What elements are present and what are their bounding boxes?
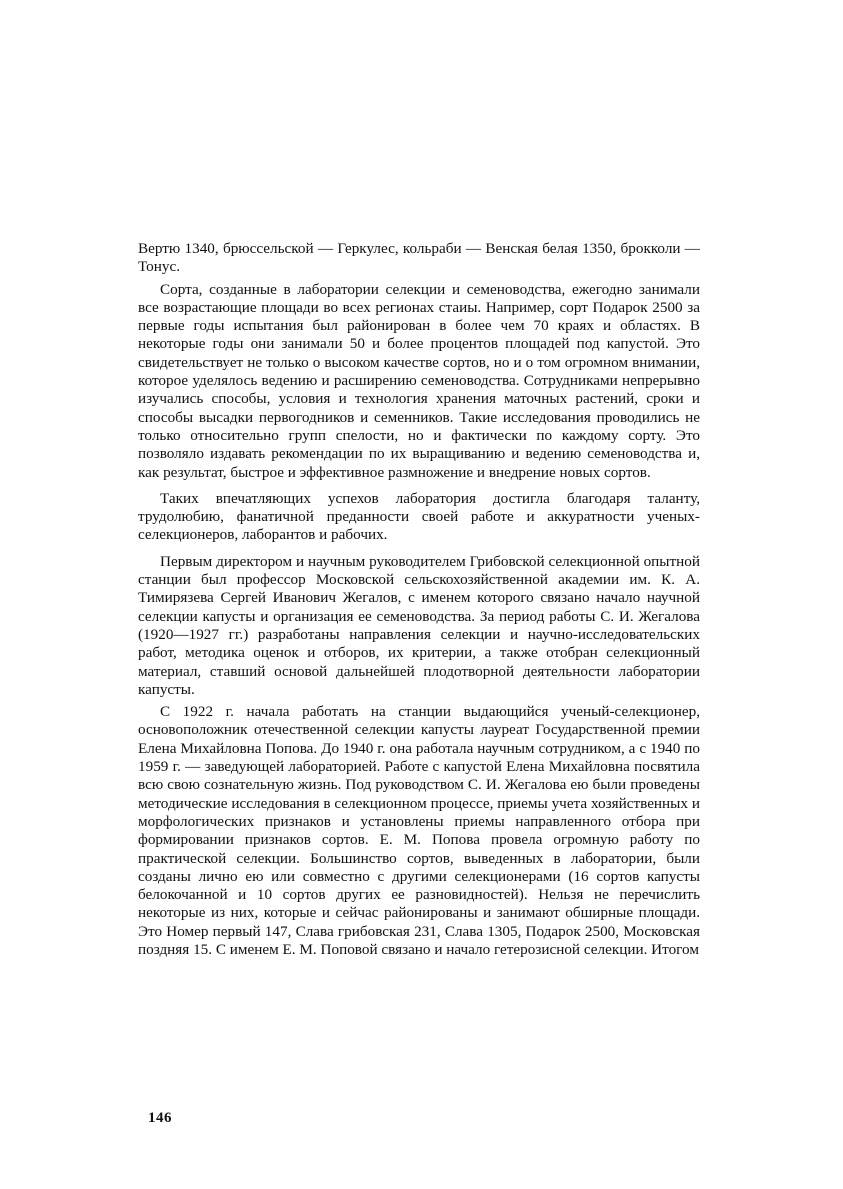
paragraph-popova: С 1922 г. начала работать на станции выдающийся ученый-селекционер, основоположник отечественной селекции капусты лауреат Государственной премии Елена Михайловна Попова. До 1940 г. она работала научным сотрудником, а с 1940 по 1959 г. — заведующей лабораторией. Работе с капустой Елена Михайловна посвятила всю свою сознательную жизнь. Под руководством С. И. Жегалова ею были проведены методические исследования в селекционном процессе, приемы учета хозяйственных и морфологических признаков и установлены приемы направленного отбора при формировании признаков сортов. Е. М. Попова провела огромную работу по практической селекции. Большинство сортов, выведенных в лаборатории, были созданы лично ею или совместно с другими селекционерами (16 сортов капусты белокочанной и 10 сортов других ее разновидностей). Нельзя не перечислить некоторые из них, которые и сейчас районированы и занимают обширные площади. Это Номер первый 147, Слава грибовская 231, Слава 1305, Подарок 2500, Московская поздняя 15. С именем Е. М. Поповой связано и начало гетерозисной селекции. Итогом xyxy=(138,703,700,958)
paragraph-continuation: Вертю 1340, брюссельской — Геркулес, кольраби — Венская белая 1350, брокколи — Тонус. xyxy=(138,240,700,276)
paragraph-first-director: Первым директором и научным руководителем Грибовской селекционной опытной станции был профессор Московской сельскохозяйственной академии им. К. А. Тимирязева Сергей Иванович Жегалов, с именем которого связано начало научной селекции капусты и организация ее семеноводства. За период работы С. И. Жегалова (1920—1927 гг.) разработаны направления селекции и научно-исследовательских работ, методика оценок и отборов, их критерии, а также отобран селекционный материал, ставший основой дальнейшей плодотворной деятельности лаборатории капусты. xyxy=(138,552,700,698)
paragraph-varieties-spread: Сорта, созданные в лаборатории селекции и семеноводства, ежегодно занимали все возрастающие площади во всех регионах стаиы. Например, сорт Подарок 2500 за первые годы испытания был районирован в более чем 70 краях и областях. В некоторые годы они занимали 50 и более процентов площадей под капустой. Это свидетельствует не только о высоком качестве сортов, но и о том огромном внимании, которое уделялось ведению и расширению семеноводства. Сотрудниками непрерывно изучались способы, условия и технология хранения маточных растений, сроки и способы высадки первогодников и семенников. Такие исследования проводились не только относительно групп спелости, но и фактически по каждому сорту. Это позволяло издавать рекомендации по их выращиванию и ведению семеноводства и, как результат, быстрое и эффективное размножение и внедрение новых сортов. xyxy=(138,280,700,481)
body-text xyxy=(138,240,700,959)
paragraph-lab-success: Таких впечатляющих успехов лаборатория достигла благодаря таланту, трудолюбию, фанатичной преданности своей работе и аккуратности ученых-селекционеров, лаборантов и рабочих. xyxy=(138,489,700,544)
page-number: 146 xyxy=(148,1110,172,1126)
